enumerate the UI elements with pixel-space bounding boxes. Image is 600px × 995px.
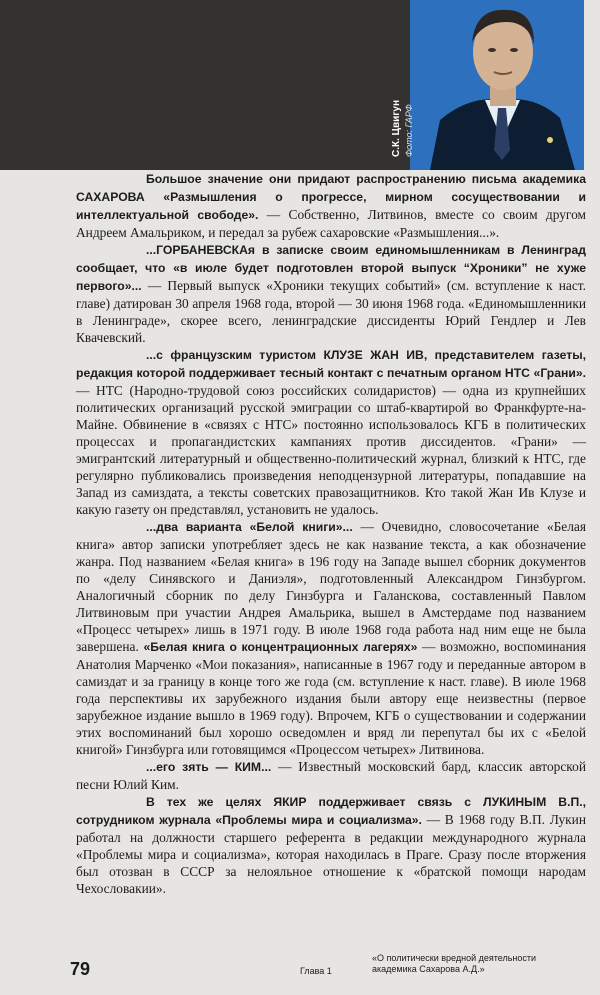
page-number: 79 [70, 959, 91, 979]
paragraph [76, 346, 586, 518]
quoted-lead: В тех же целях ЯКИР поддерживает связь с ЛУКИНЫМ В.П., сотрудником журнала «Проблемы мира и социализма». [76, 795, 586, 827]
quoted-lead: ...его зять — КИМ... [146, 760, 272, 774]
commentary: — Первый выпуск «Хроники текущих событий» (см. вступление к наст. главе) датирован 30 апреля 1968 года, второй — 30 июня 1968 года. «Единомышленники в Ленинграде», скорее всего, ленинградские диссиденты Юрий Гендлер и Лев Квачевский. [76, 278, 586, 345]
commentary: — Очевидно, словосочетание «Белая книга» автор записки употребляет здесь не как название текста, а как обозначение жанра. Под названием «Белая книга» в 196 году на Западе вышел сборник документов по «делу Синявского и Даниэля», подготовленный Александром Гинзбургом. Аналогичный сборник по делу Гинзбурга и Галанскова, составленный Павлом Литвиновым при участии Андрея Амальрика, вышел в Амстердаме под названием «Процесс четырех» лишь в 1971 году. В июле 1968 года работа над ним еще не была завершена. [76, 519, 586, 654]
commentary: — НТС (Народно-трудовой союз российских солидаристов) — одна из крупнейших политических организаций русской эмиграции со штаб-квартирой во Франкфурте-на-Майне. Обвинение в «связях с НТС» постоянно использовалось КГБ в политических процессах и пропагандистских кампаниях против диссидентов. «Грани» — эмигрантский литературный и общественно-политический журнал, близкий к НТС, где регулярно публиковались произведения неподцензурной литературы, попадавшие на Запад из самиздата, а тексты советских правозащитников. Кто такой Жан Ив Клузе и какую газету он представлял, установить не удалось. [76, 383, 586, 517]
main-text [76, 170, 586, 897]
quoted-lead: ...с французским туристом КЛУЗЕ ЖАН ИВ, представителем газеты, редакция которой поддерживает тесный контакт с печатным органом НТС «Грани». [76, 348, 586, 380]
caption-name: С.К. Цвигун [391, 99, 402, 157]
paragraph [76, 758, 586, 793]
commentary: — Известный московский бард, классик авторской песни Юлий Ким. [76, 759, 586, 792]
paragraph [76, 241, 586, 346]
commentary: — Собственно, Литвинов, вместе со своим другом Андреем Амальриком, и передал за рубеж сахаровские «Размышления...». [76, 207, 586, 240]
photo-caption [391, 95, 443, 157]
page-footer [0, 945, 600, 995]
commentary: — В 1968 году В.П. Лукин работал на должности старшего референта в редакции международного журнала «Проблемы мира и социализма», которая находилась в Праге. Сразу после вторжения был отозван в СССР за нелояльное отношение к «братской помощи народам Чехословакии». [76, 812, 586, 896]
caption-credit: Фото: ГАРФ [404, 104, 414, 157]
quoted-lead: Большое значение они придают распространению письма академика САХАРОВА «Размышления о прогрессе, мирном сосуществовании и интеллектуальной свободе». [76, 172, 586, 222]
paragraph [76, 518, 586, 758]
paragraph [76, 793, 586, 897]
chapter-label: Глава 1 [300, 966, 332, 976]
paragraph [76, 170, 586, 241]
commentary: — возможно, воспоминания Анатолия Марченко «Мои показания», написанные в 1967 году и переданные автором в самиздат и за границу в конце того же года (см. вступление к наст. главе). В июле 1968 года перспективы их зарубежного издания были автору еще неизвестны (первое зарубежное издание вышло в 1969 году). Впрочем, КГБ о существовании и содержании этих воспоминаний был хорошо осведомлен и вряд ли перепутал бы их с «Белой книгой» Гинзбурга или готовящимся «Процессом четырех» Литвинова. [76, 639, 586, 757]
quoted-inline: «Белая книга о концентрационных лагерях» [143, 640, 418, 654]
quoted-lead: ...ГОРБАНЕВСКАя в записке своим единомышленникам в Ленинград сообщает, что «в июле будет подготовлен второй выпуск “Хроники” не хуже первого»... [76, 243, 586, 293]
running-title: «О политически вредной деятельности академика Сахарова А.Д.» [372, 953, 537, 974]
quoted-lead: ...два варианта «Белой книги»... [146, 520, 353, 534]
